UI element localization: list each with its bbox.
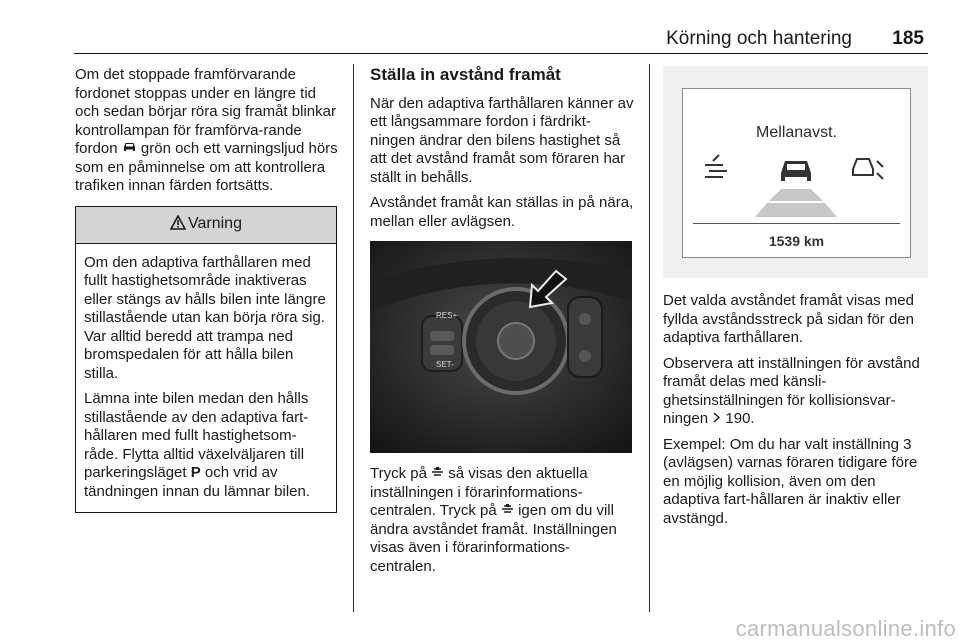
body-paragraph: Avståndet framåt kan ställas in på nära, mellan eller avlägsen. <box>370 194 634 230</box>
display-screen <box>682 88 911 258</box>
page-reference-arrow-icon <box>712 410 721 429</box>
column-divider <box>353 64 354 612</box>
page-number: 185 <box>892 28 924 49</box>
distance-setting-icon <box>431 465 444 484</box>
section-title: Ställa in avstånd framåt <box>370 65 561 84</box>
body-paragraph: Exempel: Om du har valt inställning 3 (avlägsen) varnas föraren tidigare före en möjlig kollision, även om den adaptiva fart-hållaren är inaktiv eller avstängd. <box>663 435 918 527</box>
display-rule <box>693 223 900 224</box>
driver-info-display-illustration <box>663 66 928 278</box>
distance-setting-icon <box>501 502 514 521</box>
steering-wheel-illustration <box>370 241 632 453</box>
chapter-title: Körning och hantering <box>666 28 852 49</box>
header-rule <box>74 53 928 54</box>
column-3 <box>663 66 928 535</box>
park-gear-letter: P <box>190 464 201 481</box>
watermark: carmanualsonline.info <box>735 616 956 641</box>
page-header <box>0 0 960 56</box>
odometer-reading: 1539 km <box>768 233 825 249</box>
body-paragraph: Observera att inställningen för avstånd framåt delas med känsli-ghetsinställningen för kollisionsvar-ningen 190. <box>663 354 920 427</box>
warning-box <box>75 206 337 514</box>
warning-header <box>76 207 336 244</box>
set-minus-label: SET- <box>436 360 454 369</box>
page-reference[interactable]: 190. <box>725 410 755 427</box>
warning-title: Varning <box>188 215 242 233</box>
body-paragraph: Tryck på så visas den aktuella inställningen i förarinformations-centralen. Tryck på igen om du vill ändra avståndet framåt. Inställningen visas även i förarinformations-centralen. <box>370 465 617 575</box>
vehicle-ahead-icon <box>122 140 137 159</box>
warning-paragraph: Lämna inte bilen medan den hålls stillastående av den adaptiva fart-hållaren med fullt hastighetsom-råde. Flytta alltid växelväljaren till parkeringsläget P och vrid av tändningen innan du lämnar bilen. <box>84 390 311 500</box>
warning-body <box>76 244 336 513</box>
body-paragraph: När den adaptiva farthållaren känner av ett långsammare fordon i färdrikt-ningen ändrar den bilens hastighet så att det avstånd framåt som föraren har ställt in behålls. <box>370 94 634 186</box>
column-divider <box>649 64 650 612</box>
warning-paragraph: Om den adaptiva farthållaren med fullt hastighetsområde inaktiveras eller stängs av hålls bilen inte längre stillastående utan kan börja röra sig. Var alltid beredd att trampa ned bromspedalen för att hålla bilen stilla. <box>84 253 326 382</box>
display-title: Mellanavst. <box>756 124 837 141</box>
warning-triangle-icon <box>170 215 186 235</box>
res-plus-label: RES+ <box>436 311 458 320</box>
column-1 <box>75 66 340 513</box>
body-paragraph: Det valda avståndet framåt visas med fyllda avståndsstreck på sidan för den adaptiva farthållaren. <box>663 292 914 346</box>
intro-paragraph: Om det stoppade framförvarande fordonet stoppas under en längre tid och sedan börjar röra sig framåt blinkar kontrollampan för framförva-rande fordon grön och ett varningsljud hörs som en påminnelse om att kontrollera trafiken innan färden fortsätts. <box>75 66 338 194</box>
column-2 <box>370 66 635 583</box>
